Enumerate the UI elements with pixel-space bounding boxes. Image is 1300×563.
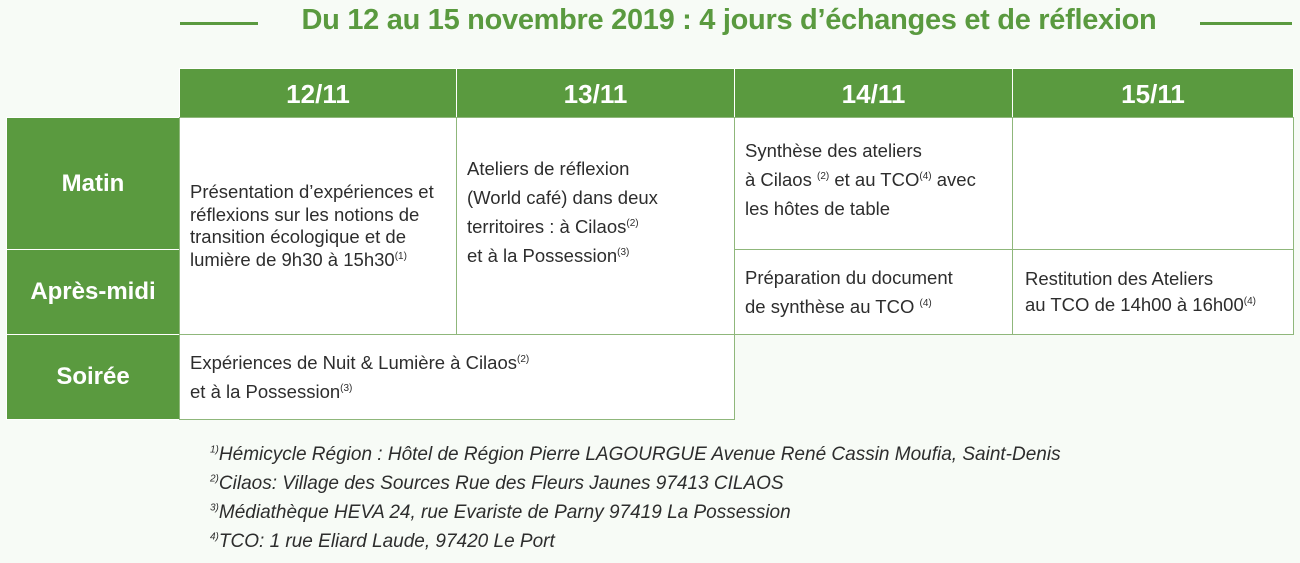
cell-14-11-morning-line2b: et au TCO bbox=[834, 169, 920, 190]
day-header-12-11: 12/11 bbox=[179, 68, 457, 118]
cell-12-11-day bbox=[179, 117, 457, 335]
cell-15-11-afternoon-line1: Restitution des Ateliers bbox=[1025, 268, 1214, 289]
cell-14-11-morning bbox=[734, 117, 1013, 250]
footnote-3: $^{3)}$Médiathèque HEVA 24, rue Evariste de Parny 97419 La Possession bbox=[210, 502, 791, 523]
cell-13-11-day bbox=[456, 117, 735, 335]
page-title: Du 12 au 15 novembre 2019 : 4 jours d’échanges et de réflexion bbox=[301, 4, 1157, 36]
footnote-ref-2b: (2) bbox=[816, 170, 830, 182]
footnote-ref-2c: (2) bbox=[517, 353, 530, 365]
footnote-4: $^{4)}$TCO: 1 rue Eliard Laude, 97420 Le Port bbox=[210, 531, 555, 552]
day-header-13-11: 13/11 bbox=[456, 68, 735, 118]
footnote-ref-4: (4) bbox=[919, 170, 932, 182]
cell-15-11-afternoon-line2: au TCO de 14h00 à 16h00 bbox=[1025, 294, 1244, 315]
title-row bbox=[0, 0, 1300, 50]
footnote-ref-4c: (4) bbox=[1243, 295, 1256, 307]
cell-13-11-line2: (World café) dans deux bbox=[467, 187, 658, 208]
footnote-ref-1: (1) bbox=[394, 250, 407, 262]
cell-15-11-afternoon bbox=[1012, 249, 1294, 335]
period-header-apres-midi: Après-midi bbox=[6, 249, 180, 335]
footnote-ref-4b: (4) bbox=[919, 297, 932, 309]
cell-evening bbox=[179, 334, 735, 420]
cell-14-11-morning-line2c: avec bbox=[936, 169, 976, 190]
day-header-15-11: 15/11 bbox=[1012, 68, 1294, 118]
footnote-2: $^{2)}$Cilaos: Village des Sources Rue des Fleurs Jaunes 97413 CILAOS bbox=[210, 473, 784, 494]
cell-14-11-morning-line1: Synthèse des ateliers bbox=[745, 140, 922, 161]
title-rule-right bbox=[1200, 22, 1292, 25]
cell-14-11-morning-line2a: à Cilaos bbox=[745, 169, 812, 190]
cell-14-11-morning-line3: les hôtes de table bbox=[745, 198, 891, 219]
footnote-ref-3b: (3) bbox=[340, 382, 353, 394]
cell-15-11-morning bbox=[1012, 117, 1294, 250]
cell-13-11-line4: et à la Possession bbox=[467, 245, 618, 266]
period-header-soiree: Soirée bbox=[6, 334, 180, 420]
footnote-ref-2: (2) bbox=[626, 217, 639, 229]
cell-14-11-afternoon bbox=[734, 249, 1013, 335]
cell-evening-line2: et à la Possession bbox=[190, 381, 341, 402]
cell-13-11-line3: territoires : à Cilaos bbox=[467, 216, 627, 237]
cell-14-11-afternoon-line2: de synthèse au TCO bbox=[745, 296, 915, 317]
cell-evening-line1: Expériences de Nuit & Lumière à Cilaos bbox=[190, 352, 517, 373]
footnotes bbox=[210, 440, 1290, 556]
cell-14-11-afternoon-line1: Préparation du document bbox=[745, 267, 953, 288]
title-rule-left bbox=[180, 22, 258, 25]
footnote-ref-3: (3) bbox=[617, 246, 630, 258]
day-header-14-11: 14/11 bbox=[734, 68, 1013, 118]
footnote-1: $^{1)}$Hémicycle Région : Hôtel de Région Pierre LAGOURGUE Avenue René Cassin Moufia, Saint-Denis bbox=[210, 444, 1061, 465]
cell-13-11-line1: Ateliers de réflexion bbox=[467, 158, 630, 179]
cell-12-11-text: Présentation d’expériences et réflexions sur les notions de transition écologique et de lumière de 9h30 à 15h30 bbox=[190, 181, 434, 270]
period-header-matin: Matin bbox=[6, 117, 180, 250]
